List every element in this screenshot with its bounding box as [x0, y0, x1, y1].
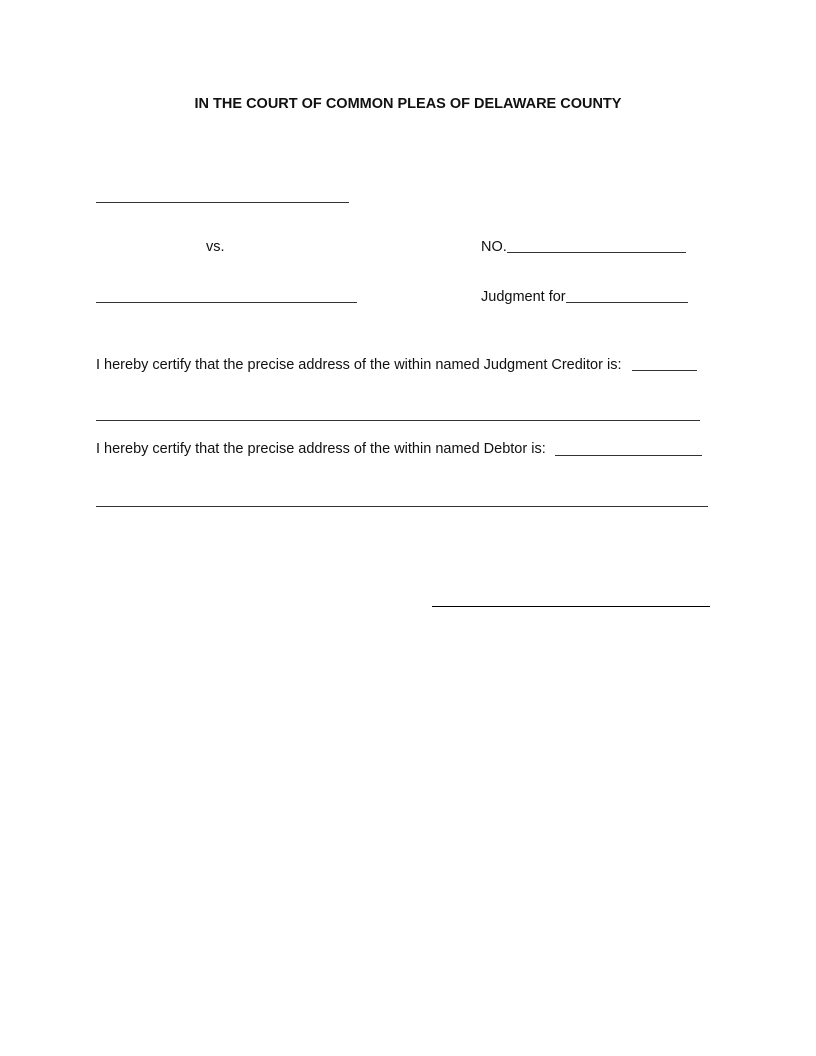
- creditor-address-field-line1[interactable]: [632, 370, 697, 371]
- defendant-name-field[interactable]: [96, 302, 357, 303]
- debtor-address-field-line2[interactable]: [96, 506, 708, 507]
- debtor-certification-text: I hereby certify that the precise address of the within named Debtor is:: [96, 441, 546, 457]
- creditor-certification-text: I hereby certify that the precise address of the within named Judgment Creditor is:: [96, 357, 622, 373]
- case-number-label: NO.: [481, 239, 507, 255]
- vs-label: vs.: [206, 239, 225, 255]
- judgment-for-label: Judgment for: [481, 289, 566, 305]
- judgment-for-field[interactable]: [566, 302, 688, 303]
- case-number-field[interactable]: [507, 252, 686, 253]
- debtor-address-field-line1[interactable]: [555, 455, 702, 456]
- plaintiff-name-field[interactable]: [96, 202, 349, 203]
- signature-line[interactable]: [432, 606, 710, 607]
- court-title: IN THE COURT OF COMMON PLEAS OF DELAWARE COUNTY: [194, 96, 622, 112]
- creditor-address-field-line2[interactable]: [96, 420, 700, 421]
